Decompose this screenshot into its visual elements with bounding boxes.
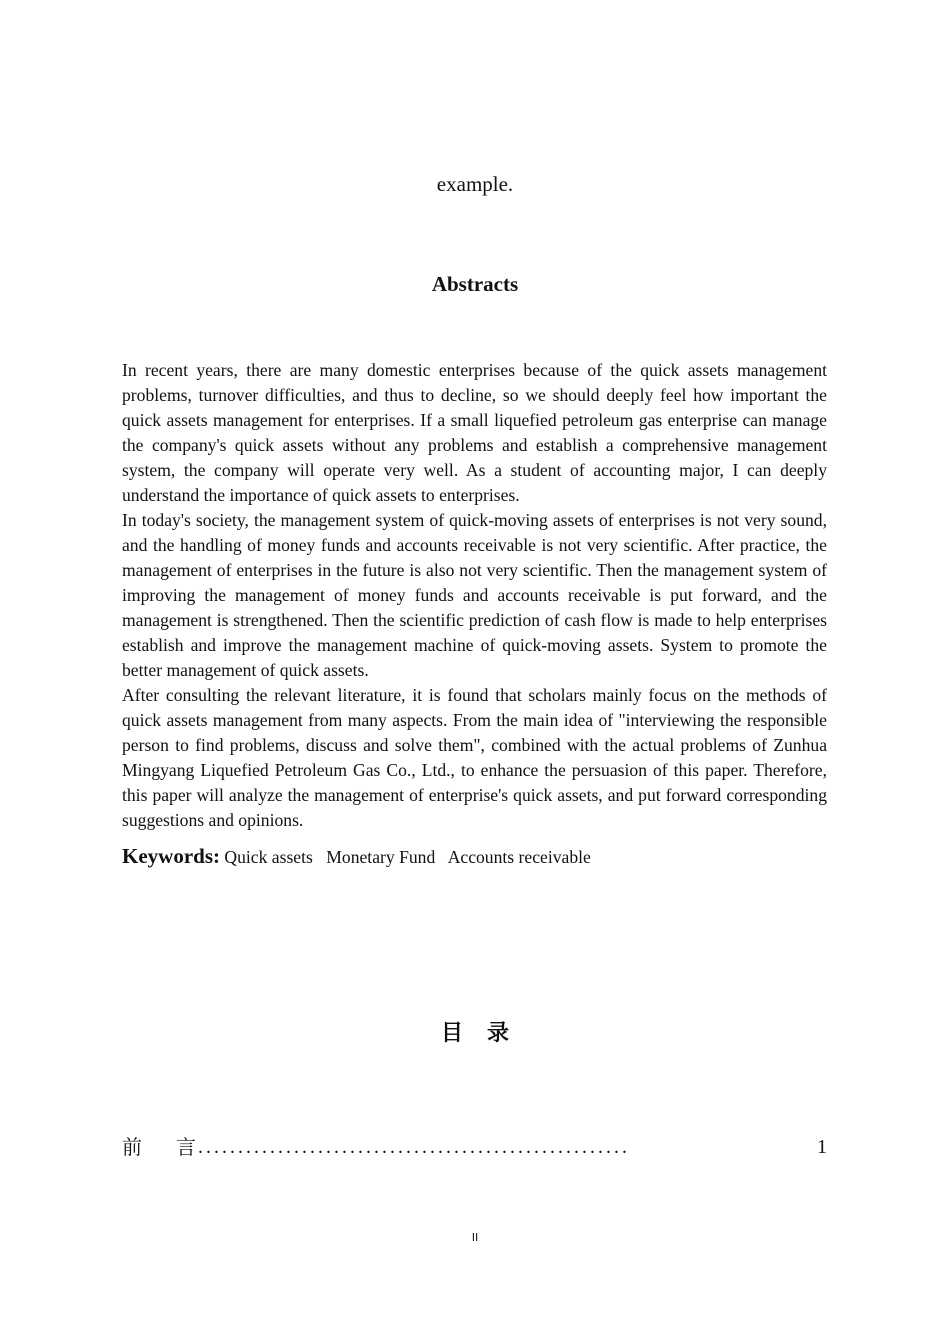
toc-entry-leader: ...................................................... (198, 1136, 630, 1158)
abstract-body (122, 358, 827, 833)
keyword-item: Monetary Fund (326, 847, 436, 867)
abstract-paragraph: After consulting the relevant literature, it is found that scholars mainly focus on the methods of quick assets management from many aspects. From the main idea of "interviewing the responsible person to find problems, discuss and solve them", combined with the actual problems of Zunhua Mingyang Liquefied Petroleum Gas Co., Ltd., to enhance the persuasion of this paper. Therefore, this paper will analyze the management of enterprise's quick assets, and put forward corresponding suggestions and opinions. (122, 685, 827, 830)
toc-title: 目录 (440, 1021, 533, 1046)
abstract-title: Abstracts (431, 272, 519, 296)
toc-entry[interactable] (122, 1133, 827, 1161)
page-number: II (471, 1231, 479, 1244)
keyword-item: Accounts receivable (447, 847, 591, 867)
toc-entry-label: 前言 (122, 1135, 230, 1159)
keywords-label: Keywords: (122, 844, 220, 868)
keyword-item: Quick assets (224, 847, 313, 867)
abstract-paragraph: In today's society, the management system of quick-moving assets of enterprises is not very sound, and the handling of money funds and accounts receivable is not very scientific. After practice, the management of enterprises in the future is also not very scientific. Then the management system of improving the management of money funds and accounts receivable is put forward, and the management is strengthened. Then the scientific prediction of cash flow is made to help enterprises establish and improve the management machine of quick-moving assets. System to promote the better management of quick assets. (122, 510, 827, 680)
toc-entry-page: 1 (817, 1136, 827, 1158)
keywords-line (122, 842, 827, 871)
abstract-paragraph: In recent years, there are many domestic enterprises because of the quick assets management problems, turnover difficulties, and thus to decline, so we should deeply feel how important the quick assets management for enterprises. If a small liquefied petroleum gas enterprise can manage the company's quick assets without any problems and establish a comprehensive management system, the company will operate very well. As a student of accounting major, I can deeply understand the importance of quick assets to enterprises. (122, 360, 827, 505)
continuation-text: example. (436, 172, 514, 196)
